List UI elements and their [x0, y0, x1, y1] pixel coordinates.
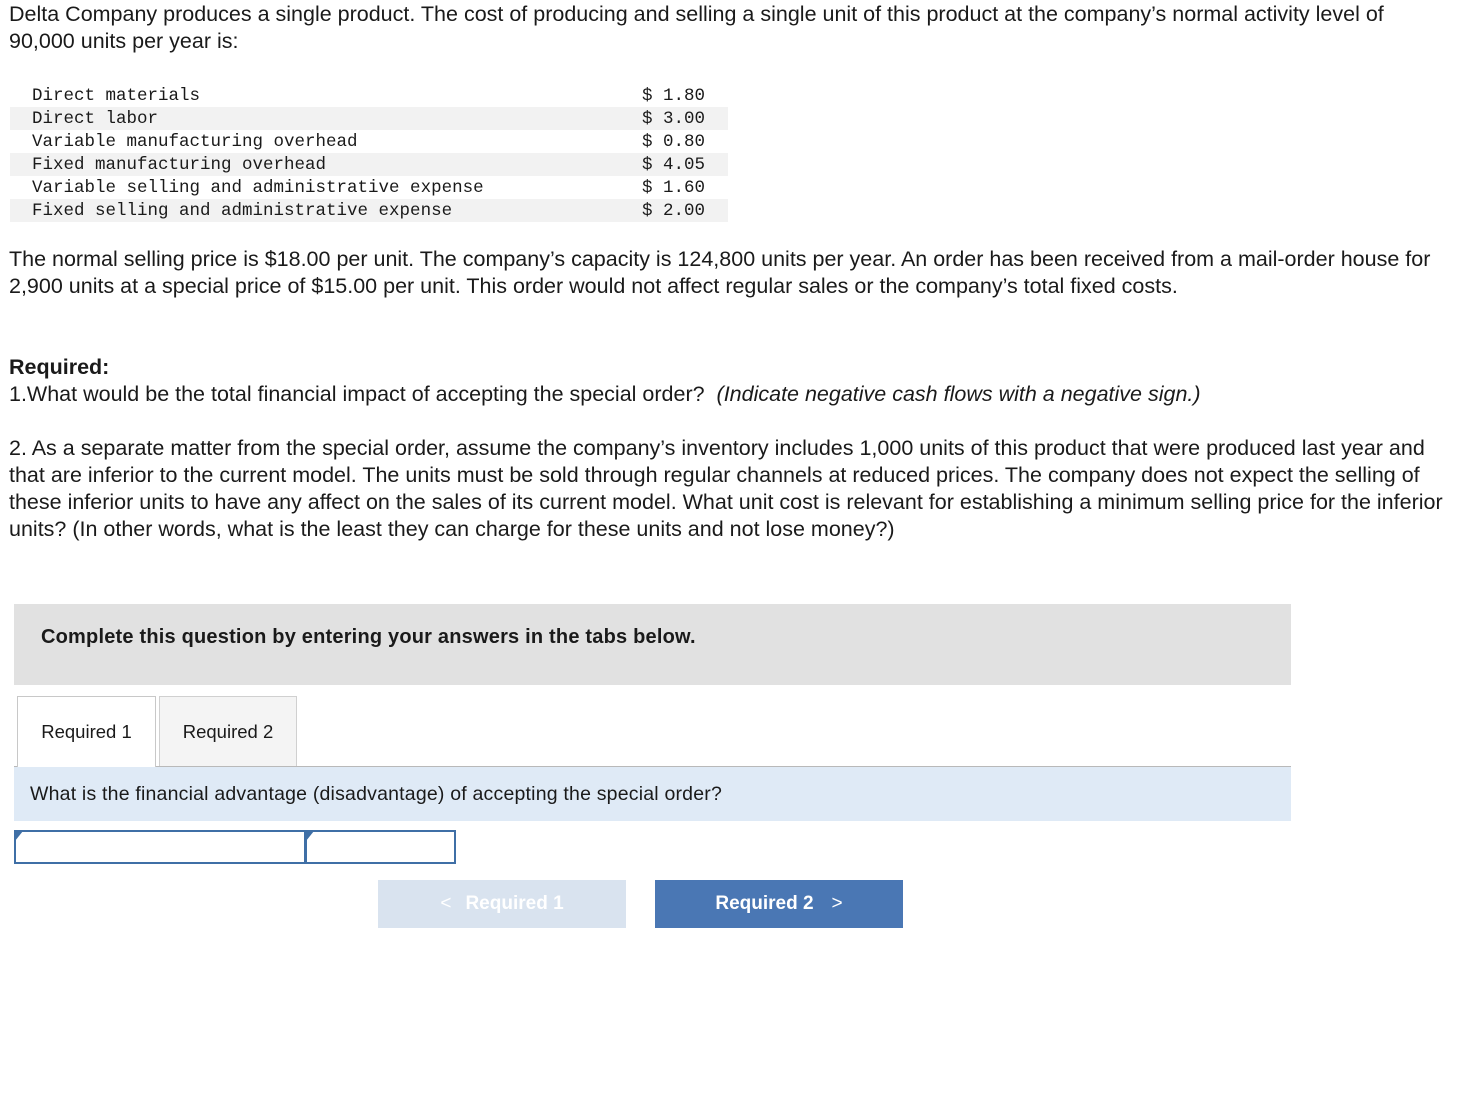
cost-row: [10, 176, 728, 199]
required-2-text: 2. As a separate matter from the special order, assume the company’s inventory includes 1,000 units of this product that were produced last year and that are inferior to the current model. The units must be sold through regular channels at reduced prices. The company does not expect the selling of these inferior units to have any affect on the sales of its current model. What unit cost is relevant for establishing a minimum selling price for the inferior units? (In other words, what is the least they can charge for these units and not lose money?): [9, 436, 1443, 541]
required-1-question: 1.What would be the total financial impact of accepting the special order?: [9, 382, 705, 406]
cost-label: Fixed manufacturing overhead: [10, 153, 642, 176]
question-bar: [14, 767, 1291, 821]
tab-required-1[interactable]: Required 1: [17, 696, 156, 767]
instruction-box: [14, 604, 1291, 685]
cost-row: [10, 107, 728, 130]
cost-row: [10, 84, 728, 107]
cost-amount: $ 0.80: [642, 131, 706, 152]
cost-label: Variable manufacturing overhead: [32, 131, 358, 152]
input-marker-icon: [15, 831, 23, 841]
question-text: What is the financial advantage (disadvantage) of accepting the special order?: [30, 783, 723, 805]
required-heading: Required:: [9, 355, 110, 379]
cost-label: Variable selling and administrative expense: [32, 177, 484, 198]
input-marker-icon: [306, 831, 314, 841]
cost-row: [10, 199, 728, 222]
prev-required-button[interactable]: [378, 880, 626, 928]
next-button-label: Required 2: [715, 893, 814, 914]
problem-intro: Delta Company produces a single product. The cost of producing and selling a single unit of this product at the company’s normal activity level of 90,000 units per year is:: [9, 2, 1384, 53]
cost-amount: $ 2.00: [642, 199, 728, 222]
cost-amount: $ 1.60: [642, 177, 706, 198]
tab-required-2[interactable]: Required 2: [159, 696, 297, 766]
cost-row: [10, 153, 728, 176]
cost-row: [10, 130, 728, 153]
chevron-left-icon: <: [440, 893, 452, 914]
cost-label: Direct materials: [32, 85, 201, 106]
cost-amount: $ 3.00: [642, 107, 728, 130]
next-required-button[interactable]: [655, 880, 903, 928]
cost-table: [10, 84, 728, 222]
pricing-paragraph: The normal selling price is $18.00 per unit. The company’s capacity is 124,800 units per year. An order has been received from a mail-order house for 2,900 units at a special price of $15.00 per unit. This order would not affect regular sales or the company’s total fixed costs.: [9, 247, 1431, 298]
cost-amount: $ 1.80: [642, 85, 706, 106]
chevron-right-icon: >: [831, 893, 843, 914]
answer-amount-input[interactable]: [305, 830, 456, 864]
cost-label: Fixed selling and administrative expense: [10, 199, 642, 222]
required-1-text: [9, 381, 1449, 408]
cost-label: Direct labor: [10, 107, 642, 130]
instruction-text: Complete this question by entering your answers in the tabs below.: [41, 626, 696, 648]
cost-amount: $ 4.05: [642, 153, 728, 176]
required-1-note: (Indicate negative cash flows with a negative sign.): [716, 382, 1201, 406]
answer-label-input[interactable]: [14, 830, 306, 864]
prev-button-label: Required 1: [465, 893, 564, 914]
